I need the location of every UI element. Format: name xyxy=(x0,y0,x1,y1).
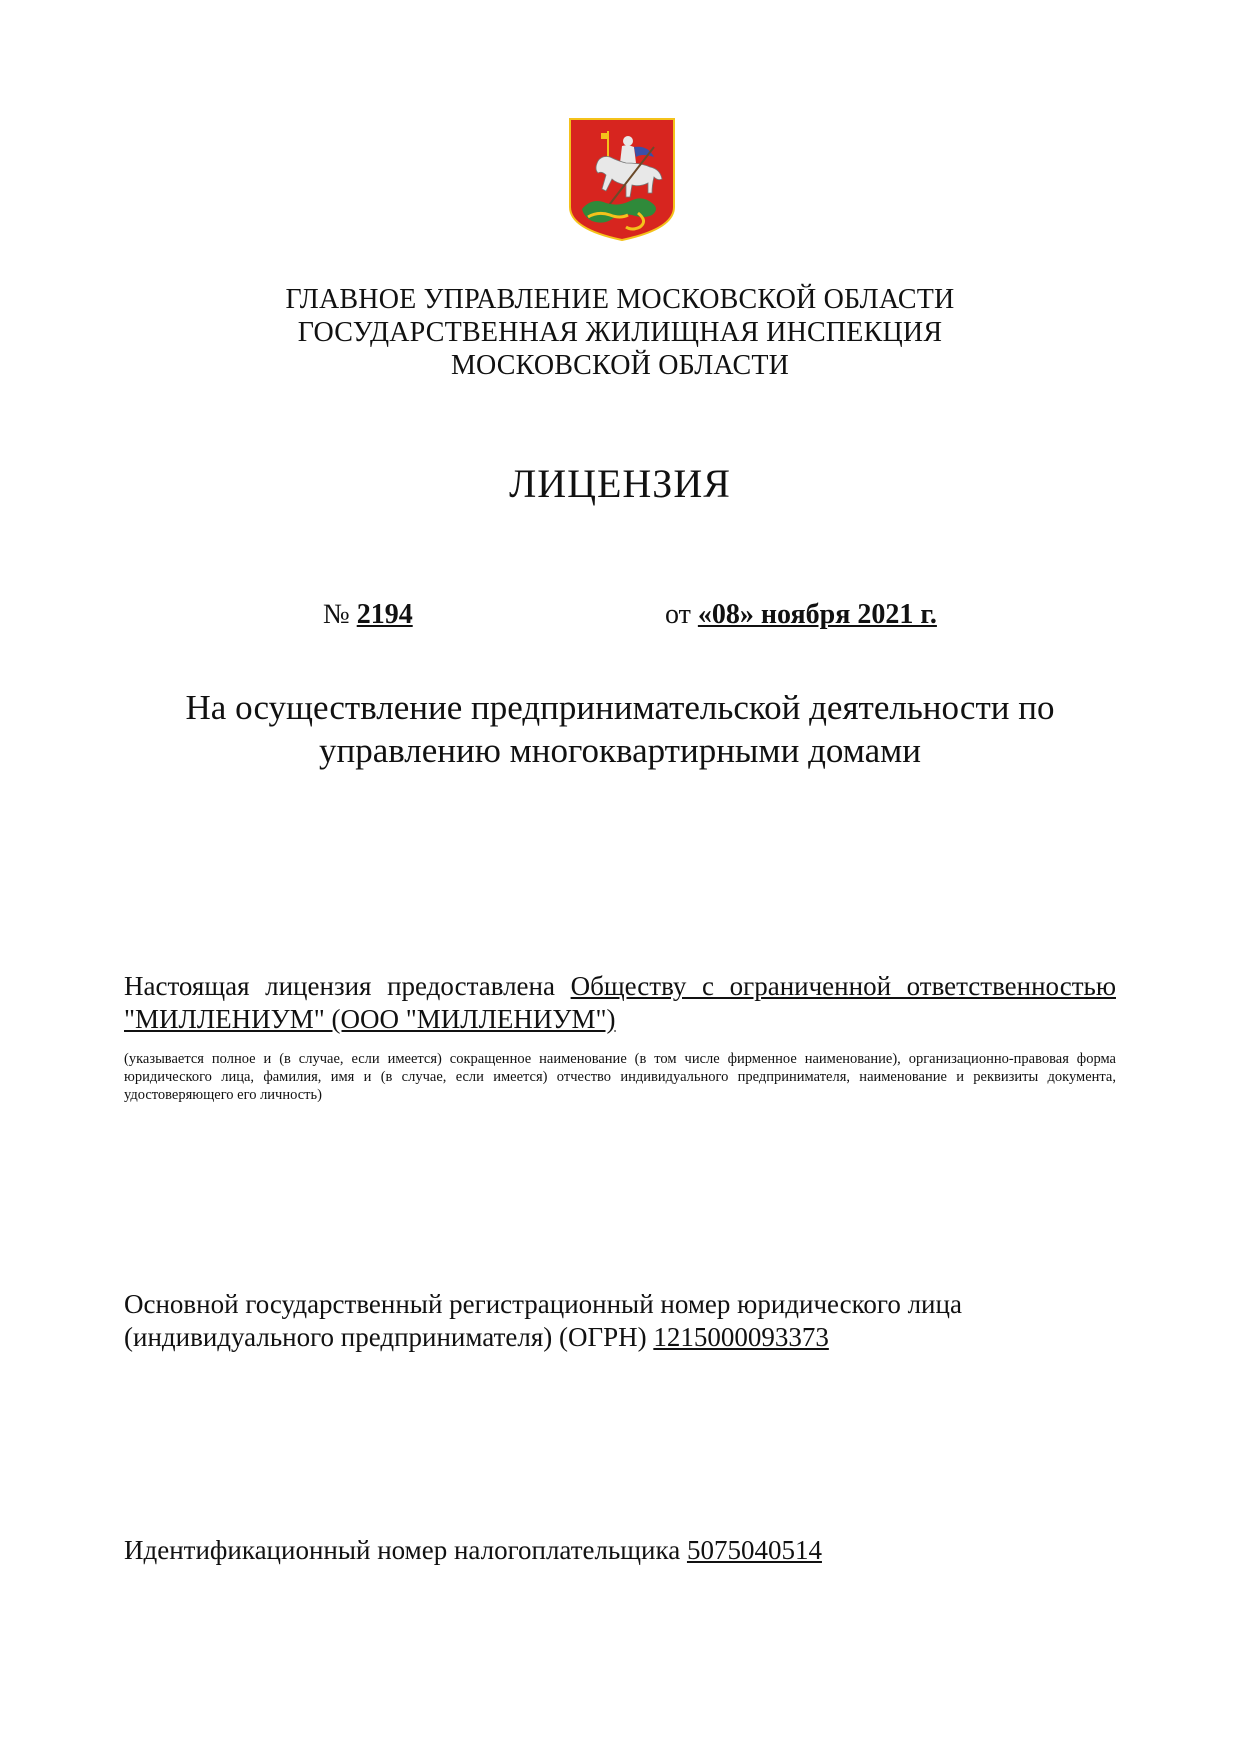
activity-line-1: На осуществление предпринимательской деятельности по xyxy=(185,688,1055,727)
activity-type xyxy=(100,686,1140,772)
inn-value: 5075040514 xyxy=(686,1535,822,1565)
ogrn-value: 1215000093373 xyxy=(653,1322,829,1352)
activity-line-2: управлению многоквартирными домами xyxy=(318,731,922,770)
license-date-block xyxy=(665,598,937,632)
issuing-authority xyxy=(0,283,1240,382)
inn-paragraph xyxy=(124,1534,1116,1567)
inn-label: Идентификационный номер налогоплательщика xyxy=(124,1535,687,1565)
authority-line-2: ГОСУДАРСТВЕННАЯ ЖИЛИЩНАЯ ИНСПЕКЦИЯ xyxy=(297,317,943,348)
license-date: «08» ноября 2021 г. xyxy=(697,599,937,630)
number-prefix: № xyxy=(323,599,350,630)
license-holder-name: Обществу с ограниченной ответственностью "МИЛЛЕНИУМ" (ООО "МИЛЛЕНИУМ") xyxy=(124,971,1116,1034)
coat-of-arms-icon xyxy=(568,117,676,242)
document-title: ЛИЦЕНЗИЯ xyxy=(509,461,731,506)
authority-line-3: МОСКОВСКОЙ ОБЛАСТИ xyxy=(450,350,790,381)
grant-prefix: Настоящая лицензия предоставлена xyxy=(124,971,571,1001)
authority-line-1: ГЛАВНОЕ УПРАВЛЕНИЕ МОСКОВСКОЙ ОБЛАСТИ xyxy=(285,284,955,315)
ogrn-label: Основной государственный регистрационный номер юридического лица (индивидуального предпринимателя) (ОГРН) xyxy=(124,1289,962,1352)
license-holder-paragraph xyxy=(124,970,1116,1036)
license-number-block xyxy=(323,598,413,632)
date-prefix: от xyxy=(665,599,691,630)
license-number: 2194 xyxy=(356,599,413,630)
ogrn-paragraph xyxy=(124,1288,1116,1354)
holder-field-note: (указывается полное и (в случае, если имеется) сокращенное наименование (в том числе фирменное наименование), организационно-правовая форма юридического лица, фамилия, имя и (в случае, если имеется) отчество индивидуального предпринимателя, наименование и реквизиты документа, удостоверяющего его личность) xyxy=(124,1051,1116,1103)
